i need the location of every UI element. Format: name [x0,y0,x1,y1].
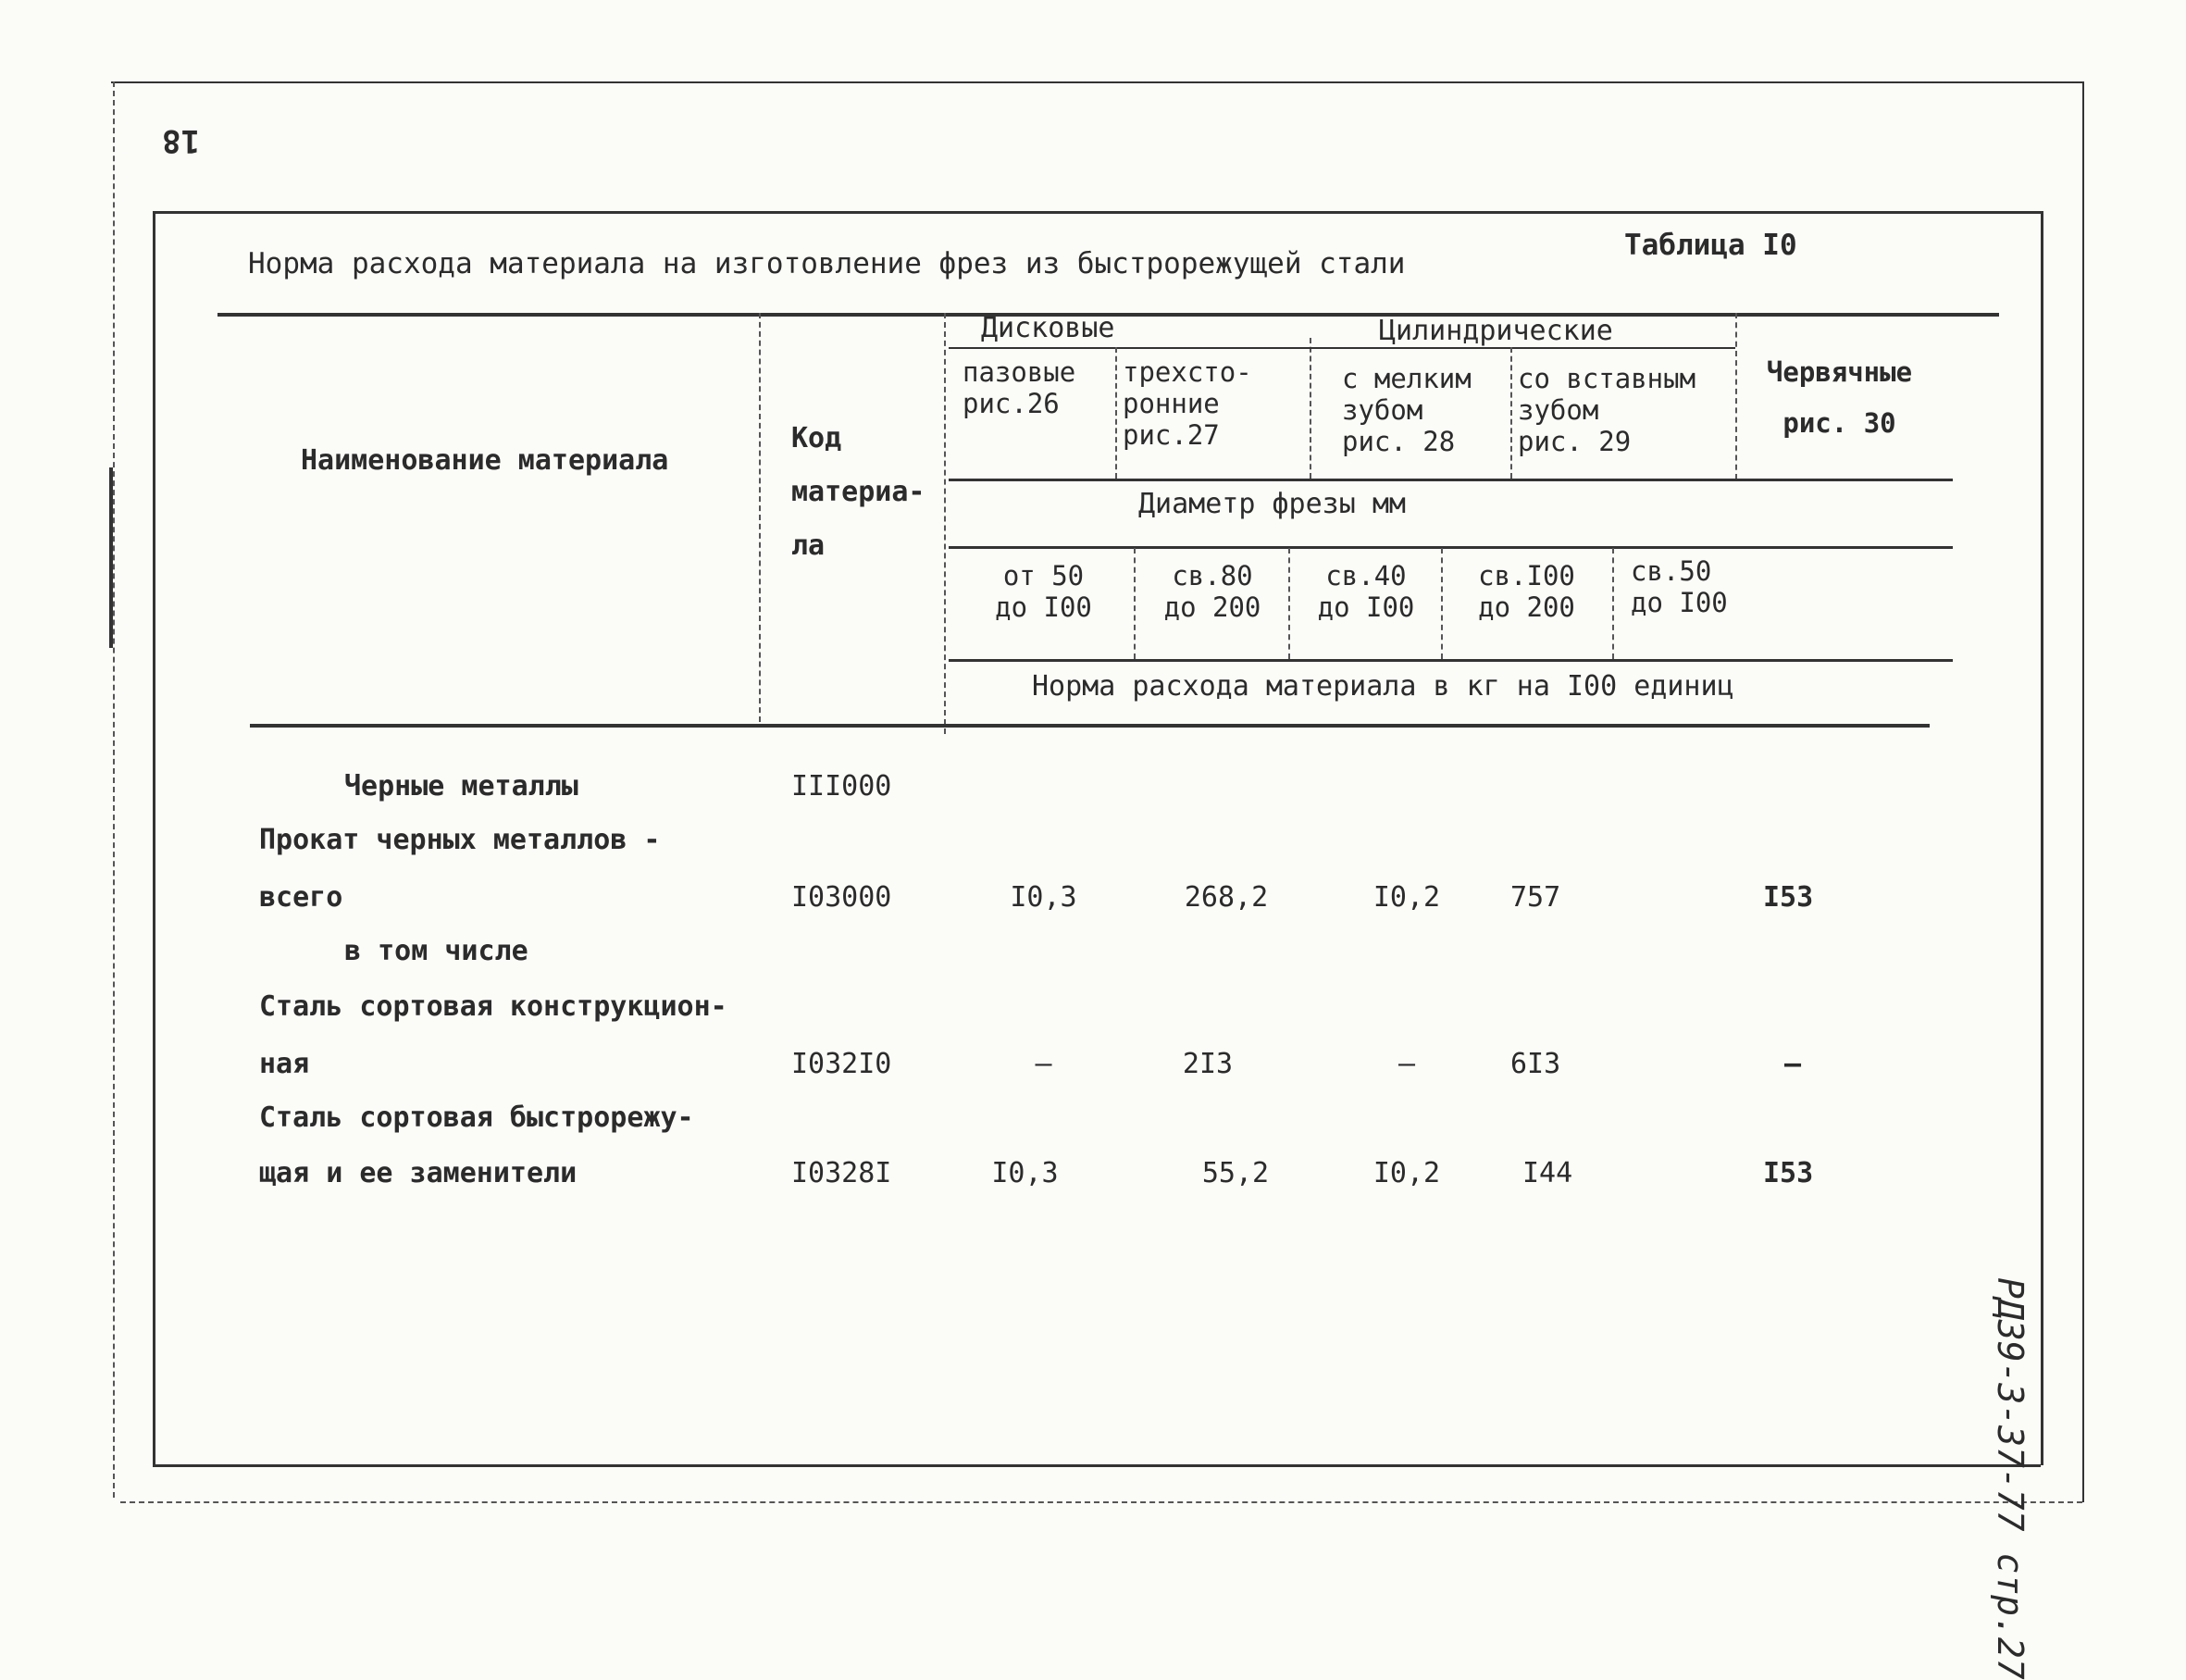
header-sub-slot: пазовые рис.26 [963,356,1076,419]
header-group-cyl: Цилиндрические [1379,315,1613,347]
frame-right [2041,211,2043,1465]
header-name-col: Наименование материала [301,444,669,477]
row-value: – [1397,1048,1416,1080]
row-value: 268,2 [1184,881,1269,914]
header-range-2: св.80 до 200 [1163,560,1261,623]
frame-left [153,211,155,1465]
row-value: 757 [1510,881,1561,914]
header-bottom-line [250,724,1930,728]
header-range-1: от 50 до I00 [995,560,1092,623]
range-sep-1 [1134,548,1136,659]
row-name: Прокат черных металлов - [259,824,661,856]
header-sep-data-worm [1735,313,1737,479]
row-name: щая и ее заменители [259,1157,578,1189]
page-top-border [111,81,2082,83]
header-sep-fine-insert [1510,347,1512,479]
header-range-3: св.40 до I00 [1317,560,1415,623]
range-sep-3 [1441,548,1443,659]
header-sep-code-data [944,313,946,734]
table-label: Таблица I0 [1624,229,1797,262]
row-value: I0,2 [1372,881,1441,914]
header-worm: Червячные рис. 30 [1766,356,1913,439]
page-bottom-border [120,1501,2082,1503]
page-number: 18 [162,122,200,159]
header-diameter: Диаметр фрезы мм [1138,488,1406,520]
side-document-code: РД39-3-37-77 стр.27 [1990,1277,2031,1680]
row-name: Черные металлы [344,770,578,803]
header-range-4: св.I00 до 200 [1478,560,1575,623]
header-range-5: св.50 до I00 [1631,555,1728,618]
header-sub-insert: со вставным зубом рис. 29 [1518,363,1696,457]
row-value: I0,2 [1372,1157,1441,1189]
row-value: 6I3 [1510,1048,1561,1080]
header-sub-fine: с мелким зубом рис. 28 [1342,363,1472,457]
range-sep-2 [1288,548,1290,659]
page-left-border [113,81,115,1498]
header-sep-name-code [759,313,761,722]
row-value: I0,3 [1010,881,1077,914]
row-name: в том числе [344,935,528,967]
header-sep-disk-cyl [1310,338,1311,479]
range-sep-4 [1612,548,1614,659]
row-value: I53 [1763,1157,1814,1189]
header-group-disk: Дисковые [981,312,1115,344]
header-norm: Норма расхода материала в кг на I00 единиц [1032,670,1734,703]
row-value: – [1784,1048,1802,1080]
frame-bottom [153,1464,2041,1467]
row-value: – [1035,1048,1052,1080]
row-code: III000 [791,770,892,803]
left-margin-mark [109,467,113,648]
row-name: ная [259,1048,310,1080]
header-code-col: Код материа- ла [791,422,925,562]
page-right-border [2082,81,2084,1502]
diameter-line [949,546,1953,549]
row-value: 55,2 [1201,1157,1270,1189]
row-name: Сталь сортовая конструкцион- [259,990,727,1023]
subgroup-line [949,347,1735,349]
row-code: I0328I [791,1157,892,1189]
row-value: 2I3 [1182,1048,1234,1080]
row-name: всего [259,881,343,914]
row-value: I44 [1522,1157,1573,1189]
row-value: I0,3 [991,1157,1059,1189]
header-sub-three: трехсто- ронние рис.27 [1123,356,1252,451]
header-sep-slot-three [1115,347,1117,479]
row-code: I03000 [791,881,892,914]
range-bottom-line [949,659,1953,662]
frame-top [153,211,2041,214]
row-code: I032I0 [791,1048,892,1080]
table-title: Норма расхода материала на изготовление фрез из быстрорежущей стали [248,247,1406,280]
row-value: I53 [1763,881,1814,914]
sub-bottom-line [949,479,1953,481]
row-name: Сталь сортовая быстрорежу- [259,1101,694,1134]
